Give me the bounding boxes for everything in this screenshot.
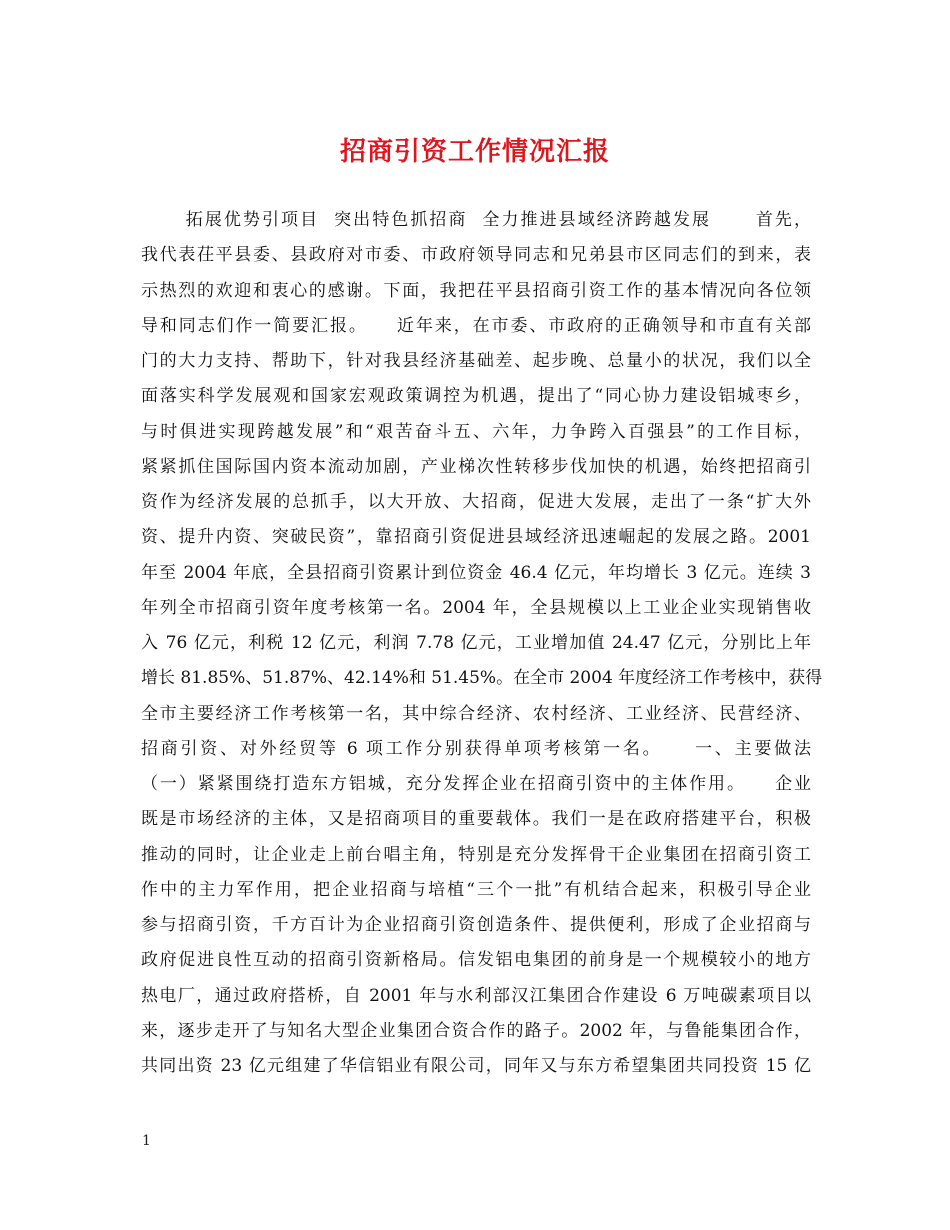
body-line: 紧紧抓住国际国内资本流动加剧，产业梯次性转移步伐加快的机遇，始终把招商引 xyxy=(141,456,811,477)
body-line: 作中的主力军作用，把企业招商与培植“三个一批”有机结合起来，积极引导企业 xyxy=(141,879,811,900)
body-line: （一）紧紧围绕打造东方铝城，充分发挥企业在招商引资中的主体作用。 企业 xyxy=(141,774,811,794)
body-line: 政府促进良性互动的招商引资新格局。信发铝电集团的前身是一个规模较小的地方 xyxy=(141,950,811,971)
page-number: 1 xyxy=(142,1133,151,1149)
body-line: 推动的同时，让企业走上前台唱主角，特别是充分发挥骨干企业集团在招商引资工 xyxy=(141,844,811,865)
body-line: 资、提升内资、突破民资”，靠招商引资促进县域经济迅速崛起的发展之路。2001 xyxy=(141,527,811,548)
body-line: 既是市场经济的主体，又是招商项目的重要载体。我们一是在政府搭建平台，积极 xyxy=(141,809,811,830)
body-line: 门的大力支持、帮助下，针对我县经济基础差、起步晚、总量小的状况，我们以全 xyxy=(141,351,811,371)
body-line: 共同出资 23 亿元组建了华信铝业有限公司，同年又与东方希望集团共同投资 15 亿 xyxy=(141,1056,811,1076)
body-line: 年至 2004 年底，全县招商引资累计到位资金 46.4 亿元，年均增长 3 亿元。连续 3 xyxy=(141,562,811,583)
document-title: 招商引资工作情况汇报 xyxy=(339,137,610,167)
body-line: 参与招商引资，千方百计为企业招商引资创造条件、提供便利，形成了企业招商与 xyxy=(141,915,811,935)
body-line: 热电厂，通过政府搭桥，自 2001 年与水利部汉江集团合作建设 6 万吨碳素项目以 xyxy=(141,985,811,1006)
body-line: 增长 81.85%、51.87%、42.14%和 51.45%。在全市 2004 年度经济工作考核中，获得 xyxy=(141,668,823,689)
body-line: 我代表茌平县委、县政府对市委、市政府领导同志和兄弟县市区同志们的到来，表 xyxy=(141,245,811,266)
document-body xyxy=(141,203,823,1084)
body-line: 资作为经济发展的总抓手，以大开放、大招商，促进大发展，走出了一条“扩大外 xyxy=(141,492,811,512)
body-line: 来，逐步走开了与知名大型企业集团合资合作的路子。2002 年，与鲁能集团合作， xyxy=(141,1020,811,1041)
body-line: 入 76 亿元，利税 12 亿元，利润 7.78 亿元，工业增加值 24.47 亿元，分别比上年 xyxy=(141,633,811,653)
body-line: 年列全市招商引资年度考核第一名。2004 年，全县规模以上工业企业实现销售收 xyxy=(141,597,811,618)
body-line: 全市主要经济工作考核第一名，其中综合经济、农村经济、工业经济、民营经济、 xyxy=(141,703,811,724)
body-line: 导和同志们作一简要汇报。 近年来，在市委、市政府的正确领导和市直有关部 xyxy=(141,315,811,336)
body-line: 面落实科学发展观和国家宏观政策调控为机遇，提出了“同心协力建设铝城枣乡， xyxy=(141,386,811,407)
body-line: 与时俱进实现跨越发展”和“艰苦奋斗五、六年，力争跨入百强县”的工作目标， xyxy=(141,421,811,442)
body-line: 招商引资、对外经贸等 6 项工作分别获得单项考核第一名。 一、主要做法 xyxy=(141,738,811,759)
body-line: 示热烈的欢迎和衷心的感谢。下面，我把茌平县招商引资工作的基本情况向各位领 xyxy=(141,280,811,301)
body-line: 拓展优势引项目 突出特色抓招商 全力推进县域经济跨越发展 首先， xyxy=(141,210,811,230)
